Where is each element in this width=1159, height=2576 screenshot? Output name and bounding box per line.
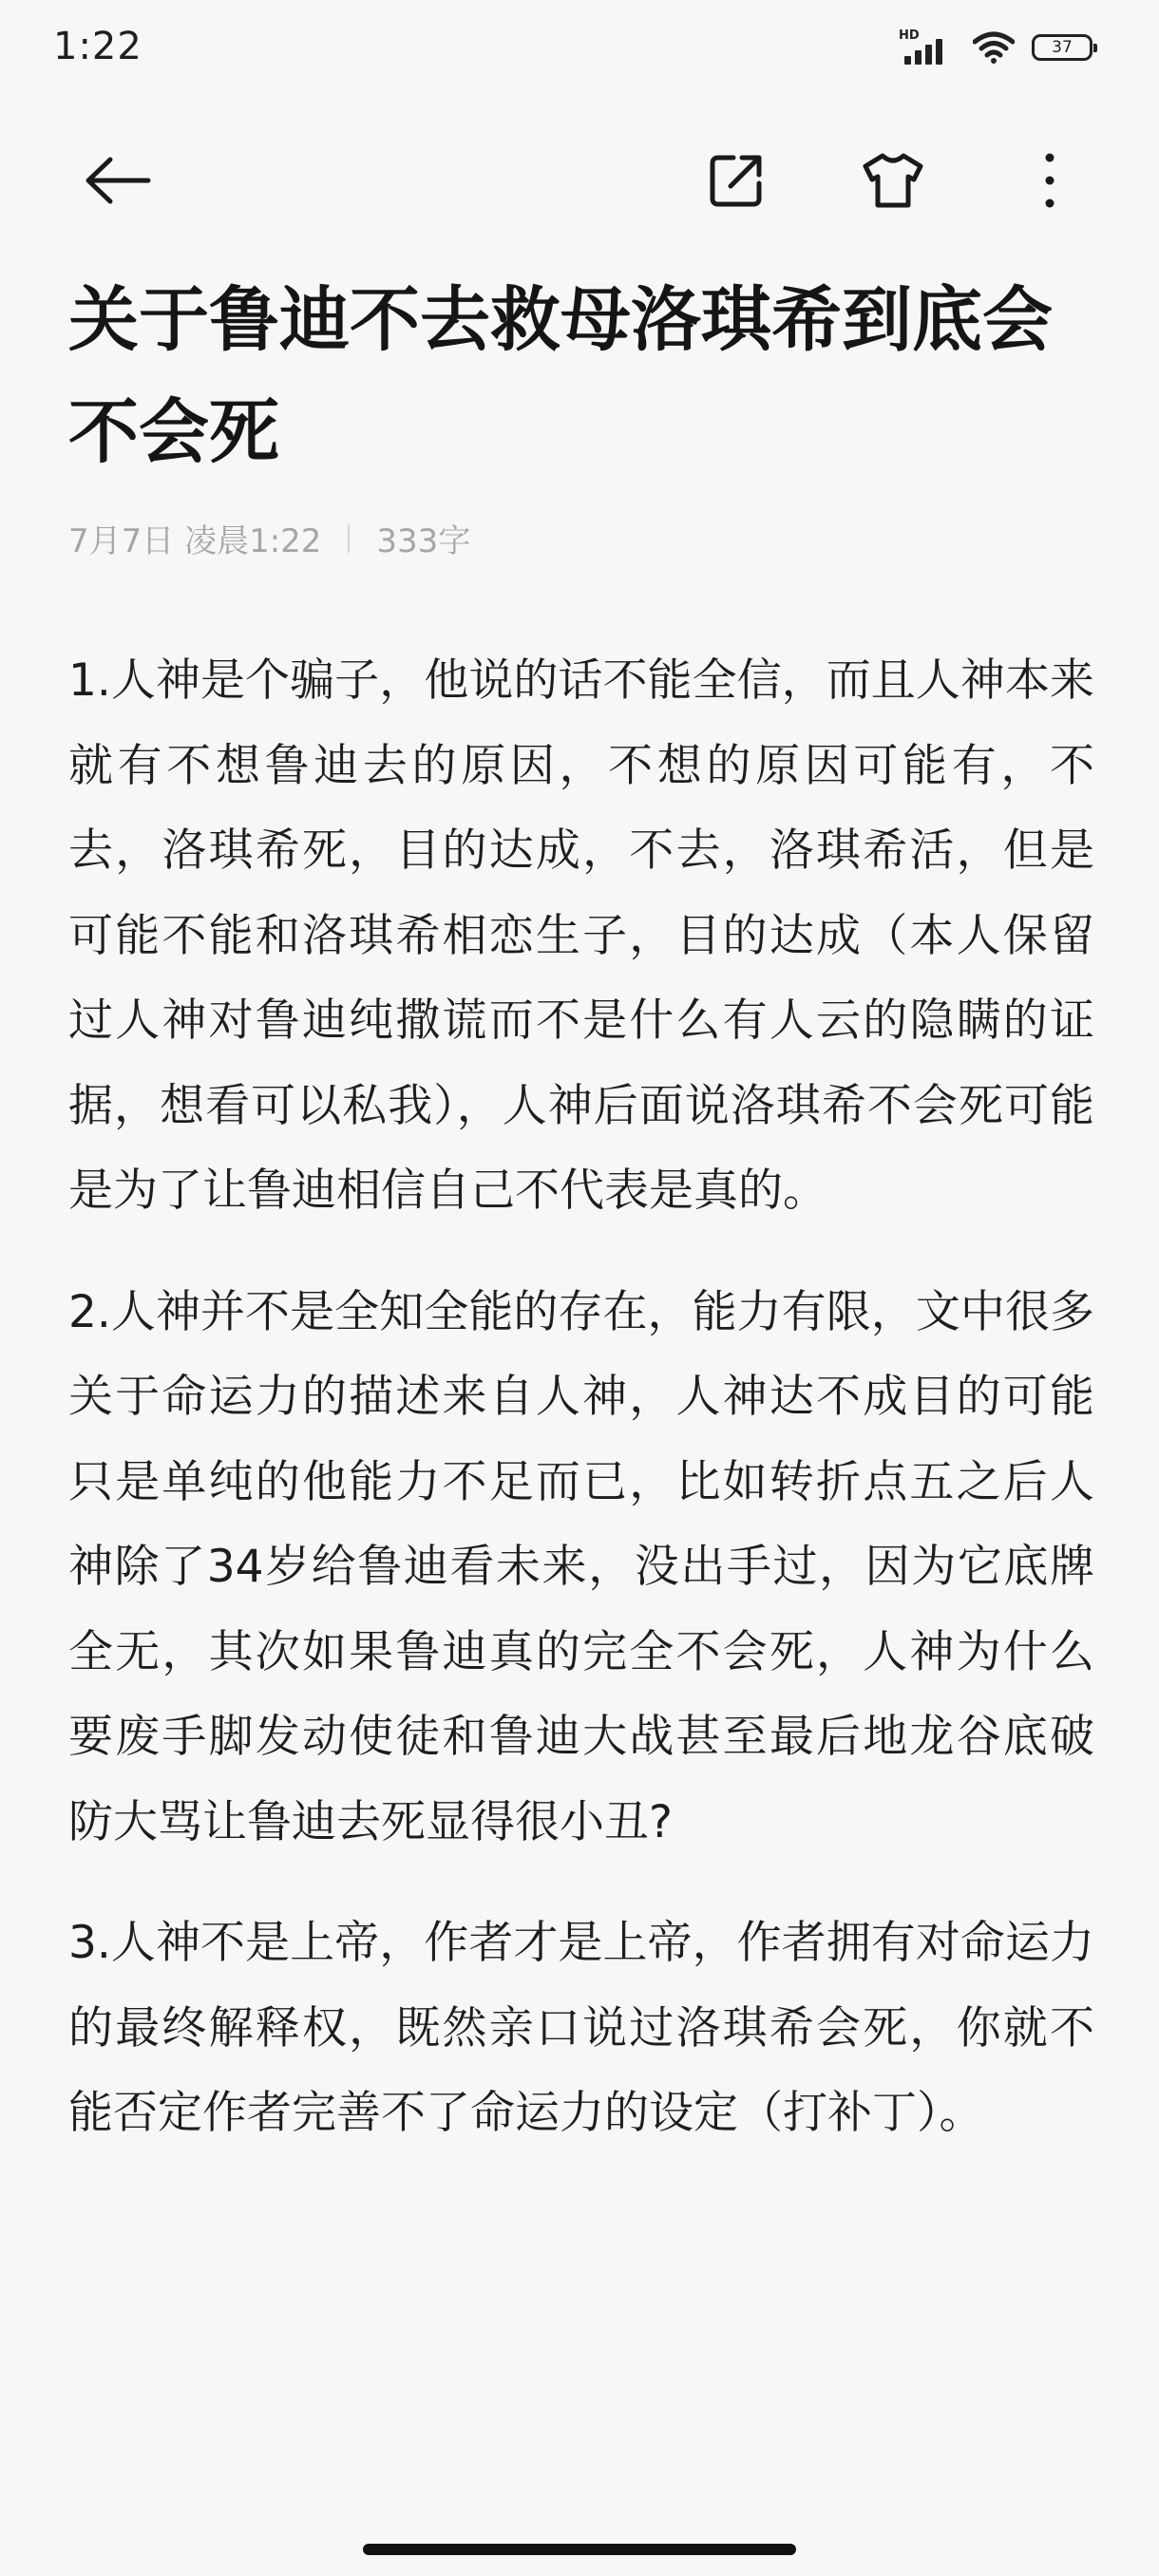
network-type-label: HD (899, 28, 920, 43)
note-paragraph-3: 3.人神不是上帝，作者才是上帝，作者拥有对命运力的最终解释权，既然亲口说过洛琪希会死，你就不能否定作者完善不了命运力的设定（打补丁）。 (68, 1917, 1094, 2139)
status-time: 1:22 (53, 25, 142, 68)
note-body[interactable] (68, 638, 1094, 2192)
status-icons (899, 28, 1092, 66)
note-paragraph-2: 2.人神并不是全知全能的存在，能力有限，文中很多关于命运力的描述来自人神，人神达不成目的可能只是单纯的他能力不足而已，比如转折点五之后人神除了34岁给鲁迪看未来，没出手过，因为它底牌全无，其次如果鲁迪真的完全不会死，人神为什么要废手脚发动使徒和鲁迪大战甚至最后地龙谷底破防大骂让鲁迪去死显得很小丑? (68, 1285, 1094, 1848)
note-paragraph-1: 1.人神是个骗子，他说的话不能全信，而且人神本来就有不想鲁迪去的原因，不想的原因可能有，不去，洛琪希死，目的达成，不去，洛琪希活，但是可能不能和洛琪希相恋生子，目的达成（本人保留过人神对鲁迪纯撒谎而不是什么有人云的隐瞒的证据，想看可以私我），人神后面说洛琪希不会死可能是为了让鲁迪相信自己不代表是真的。 (68, 654, 1094, 1217)
back-button[interactable] (70, 133, 165, 228)
battery-level: 37 (1052, 38, 1073, 57)
more-icon (1040, 151, 1059, 210)
more-button[interactable] (1002, 133, 1097, 228)
cellular-signal-icon (899, 28, 956, 66)
theme-shirt-icon (861, 151, 925, 210)
note-word-count: 333字 (376, 522, 471, 560)
note-title[interactable]: 关于鲁迪不去救母洛琪希到底会不会死 (68, 279, 1053, 473)
wifi-icon (973, 31, 1015, 64)
share-icon (707, 151, 766, 210)
share-button[interactable] (689, 133, 784, 228)
meta-divider (348, 524, 350, 553)
theme-button[interactable] (846, 133, 940, 228)
status-bar (0, 0, 1159, 104)
back-arrow-icon (84, 156, 152, 205)
toolbar (0, 133, 1159, 228)
battery-icon (1032, 34, 1092, 61)
note-date: 7月7日 凌晨1:22 (68, 522, 322, 560)
home-indicator[interactable] (363, 2544, 796, 2555)
note-meta (68, 515, 470, 561)
